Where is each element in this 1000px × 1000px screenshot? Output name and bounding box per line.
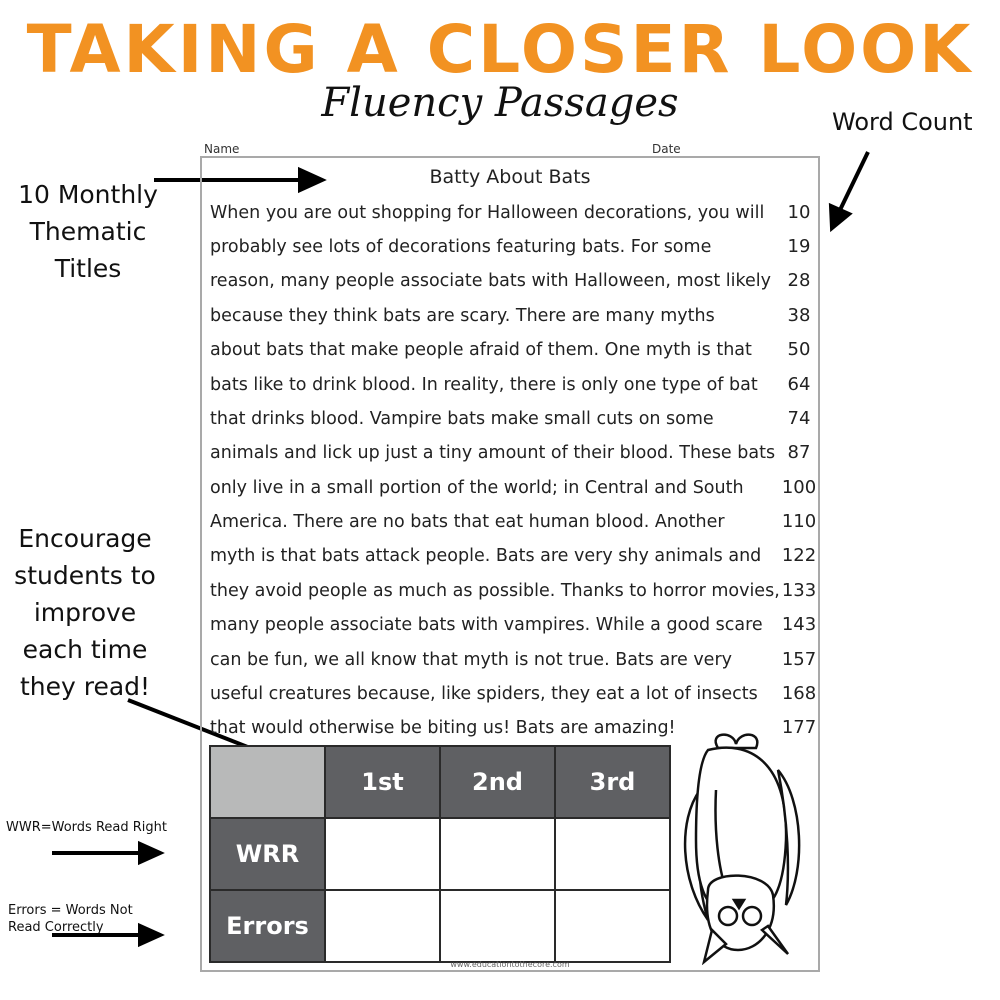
word-count-value: 122	[781, 545, 817, 566]
word-count-value: 64	[787, 374, 811, 395]
passage-line: they avoid people as much as possible. Thanks to horror movies,	[210, 581, 780, 601]
date-label: Date	[652, 142, 681, 156]
row-header-wrr: WRR	[210, 818, 325, 890]
score-table-header-row	[210, 746, 670, 818]
page-title: TAKING A CLOSER LOOK	[26, 11, 974, 88]
passage-line: can be fun, we all know that myth is not true. Bats are very	[210, 650, 733, 670]
score-cell	[555, 890, 670, 962]
monthly-titles-annotation: 10 Monthly Thematic Titles	[18, 180, 158, 283]
word-count-value: 50	[787, 339, 811, 360]
row-header-errors: Errors	[210, 890, 325, 962]
page-subtitle: Fluency Passages	[321, 80, 679, 126]
passage-title: Batty About Bats	[429, 166, 591, 188]
table-corner-cell	[210, 746, 325, 818]
word-count-value: 28	[787, 270, 811, 291]
passage-line: reason, many people associate bats with Halloween, most likely	[210, 271, 772, 291]
word-count-value: 19	[787, 236, 811, 257]
word-count-arrow	[840, 152, 868, 210]
score-cell	[325, 890, 440, 962]
word-count-value: 177	[781, 717, 817, 738]
passage-line: animals and lick up just a tiny amount of their blood. These bats	[210, 443, 776, 463]
wrr-definition: WWR=Words Read Right	[6, 820, 167, 835]
passage-line: that drinks blood. Vampire bats make small cuts on some	[210, 409, 714, 429]
word-count-value: 100	[781, 477, 817, 498]
score-table-row-errors	[210, 890, 670, 962]
word-count-value: 38	[787, 305, 811, 326]
score-cell	[440, 818, 555, 890]
passage-line: When you are out shopping for Halloween decorations, you will	[210, 203, 765, 223]
bat-feet	[716, 735, 758, 748]
word-count-annotation: Word Count	[832, 108, 973, 136]
passage-line: America. There are no bats that eat human blood. Another	[210, 512, 725, 532]
column-header-2nd: 2nd	[440, 746, 555, 818]
passage-line: probably see lots of decorations featuring bats. For some	[210, 237, 712, 257]
score-cell	[325, 818, 440, 890]
passage-line: that would otherwise be biting us! Bats are amazing!	[210, 718, 676, 738]
wrr-arrowhead	[140, 844, 160, 862]
passage-line: because they think bats are scary. There are many myths	[210, 306, 715, 326]
bat-eye-left	[719, 907, 737, 925]
word-count-value: 143	[781, 614, 817, 635]
footer-url: www.educationtothecore.com	[450, 960, 570, 969]
score-cell	[440, 890, 555, 962]
word-count-arrowhead	[831, 206, 849, 228]
bat-ear-right	[762, 926, 788, 954]
encourage-annotation: Encourage students to improve each time they read!	[14, 524, 156, 701]
column-header-3rd: 3rd	[555, 746, 670, 818]
errors-arrowhead	[140, 926, 160, 944]
errors-definition: Errors = Words Not Read Correctly	[8, 903, 133, 935]
word-count-value: 168	[781, 683, 817, 704]
word-count-value: 10	[787, 202, 811, 223]
passage-line: many people associate bats with vampires. While a good scare	[210, 615, 763, 635]
score-cell	[555, 818, 670, 890]
passage-line: useful creatures because, like spiders, they eat a lot of insects	[210, 684, 758, 704]
passage-line: myth is that bats attack people. Bats are very shy animals and	[210, 546, 762, 566]
word-count-value: 133	[781, 580, 817, 601]
passage-line: only live in a small portion of the world; in Central and South	[210, 478, 744, 498]
score-table-row-wrr	[210, 818, 670, 890]
word-count-value: 74	[787, 408, 811, 429]
name-label: Name	[204, 142, 240, 156]
word-count-value: 87	[787, 442, 811, 463]
word-count-value: 110	[781, 511, 817, 532]
column-header-1st: 1st	[325, 746, 440, 818]
word-count-value: 157	[781, 649, 817, 670]
passage-line: bats like to drink blood. In reality, there is only one type of bat	[210, 375, 758, 395]
score-table	[209, 745, 671, 963]
passage-line: about bats that make people afraid of them. One myth is that	[210, 340, 752, 360]
bat-eye-right	[743, 907, 761, 925]
bat-illustration	[678, 730, 813, 965]
